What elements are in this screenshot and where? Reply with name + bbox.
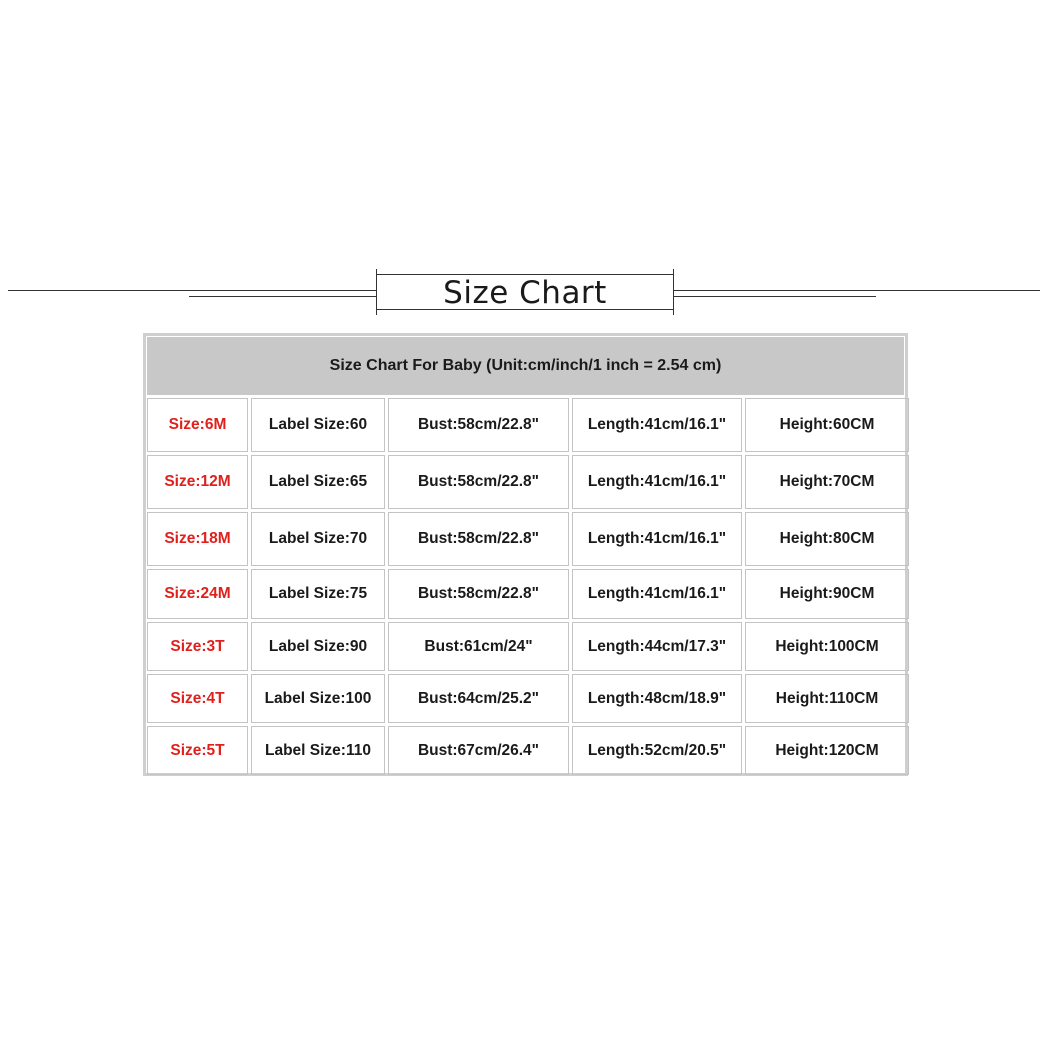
table-header: Size Chart For Baby (Unit:cm/inch/1 inch = 2.54 cm)	[147, 337, 904, 395]
right-inner-rule	[674, 296, 876, 297]
size-cell: Size:3T	[147, 622, 248, 671]
label-size-cell: Label Size:75	[251, 569, 385, 619]
size-cell: Size:24M	[147, 569, 248, 619]
height-cell: Height:110CM	[745, 674, 909, 723]
length-cell: Length:52cm/20.5"	[572, 726, 742, 775]
bust-cell: Bust:58cm/22.8"	[388, 398, 569, 452]
size-cell: Size:5T	[147, 726, 248, 775]
page-title-box	[376, 274, 674, 310]
height-cell: Height:70CM	[745, 455, 909, 509]
height-cell: Height:60CM	[745, 398, 909, 452]
title-box-tick	[376, 269, 377, 275]
length-cell: Length:48cm/18.9"	[572, 674, 742, 723]
table-row	[147, 622, 904, 671]
left-outer-rule	[8, 290, 376, 291]
length-cell: Length:41cm/16.1"	[572, 398, 742, 452]
height-cell: Height:120CM	[745, 726, 909, 775]
bust-cell: Bust:64cm/25.2"	[388, 674, 569, 723]
label-size-cell: Label Size:110	[251, 726, 385, 775]
bust-cell: Bust:58cm/22.8"	[388, 512, 569, 566]
size-cell: Size:12M	[147, 455, 248, 509]
label-size-cell: Label Size:70	[251, 512, 385, 566]
length-cell: Length:44cm/17.3"	[572, 622, 742, 671]
bust-cell: Bust:58cm/22.8"	[388, 455, 569, 509]
height-cell: Height:90CM	[745, 569, 909, 619]
height-cell: Height:80CM	[745, 512, 909, 566]
size-cell: Size:4T	[147, 674, 248, 723]
table-row	[147, 726, 904, 775]
bust-cell: Bust:67cm/26.4"	[388, 726, 569, 775]
label-size-cell: Label Size:65	[251, 455, 385, 509]
bust-cell: Bust:58cm/22.8"	[388, 569, 569, 619]
left-inner-rule	[189, 296, 376, 297]
table-row	[147, 569, 904, 619]
title-box-tick	[673, 269, 674, 275]
table-row	[147, 455, 904, 509]
size-chart-table	[143, 333, 908, 776]
length-cell: Length:41cm/16.1"	[572, 569, 742, 619]
label-size-cell: Label Size:100	[251, 674, 385, 723]
size-cell: Size:18M	[147, 512, 248, 566]
table-body	[147, 398, 904, 775]
length-cell: Length:41cm/16.1"	[572, 455, 742, 509]
table-row	[147, 674, 904, 723]
title-box-tick	[673, 309, 674, 315]
title-box-tick	[376, 309, 377, 315]
bust-cell: Bust:61cm/24"	[388, 622, 569, 671]
right-outer-rule	[674, 290, 1040, 291]
table-row	[147, 512, 904, 566]
page-title: Size Chart	[443, 274, 607, 311]
label-size-cell: Label Size:60	[251, 398, 385, 452]
table-row	[147, 398, 904, 452]
label-size-cell: Label Size:90	[251, 622, 385, 671]
size-cell: Size:6M	[147, 398, 248, 452]
height-cell: Height:100CM	[745, 622, 909, 671]
length-cell: Length:41cm/16.1"	[572, 512, 742, 566]
